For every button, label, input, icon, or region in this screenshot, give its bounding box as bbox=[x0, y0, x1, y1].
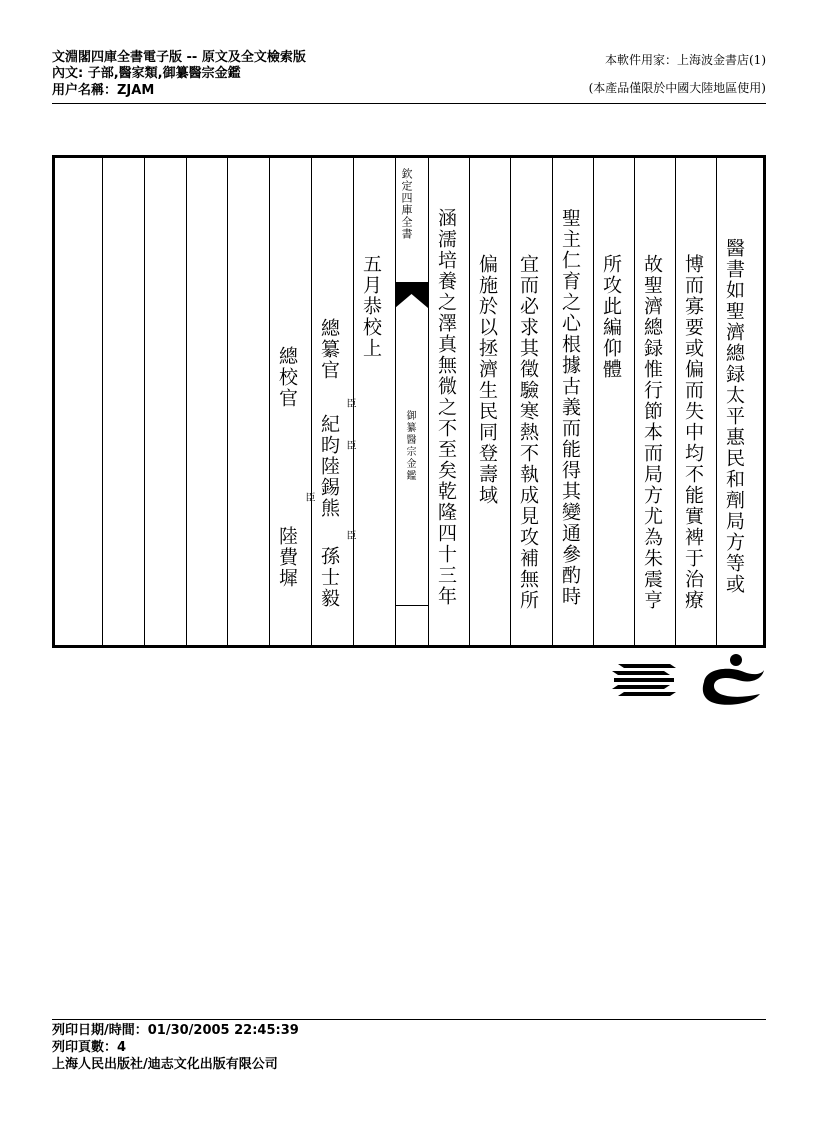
chief-compiler-title: 總纂官 bbox=[318, 318, 340, 381]
header-user: 用户名稱：ZJAM bbox=[52, 83, 155, 98]
header-region-note: (本產品僅限於中國大陸地區使用) bbox=[588, 81, 766, 95]
text-column-9: 五月恭校上 bbox=[360, 254, 382, 359]
footer-print-time: 列印日期/時間：01/30/2005 22:45:39 bbox=[52, 1023, 299, 1038]
publisher-logo-s bbox=[610, 660, 678, 700]
footer-publisher: 上海人民出版社/迪志文化出版有限公司 bbox=[52, 1057, 278, 1072]
official-name: 陸費墀 bbox=[276, 526, 298, 589]
footer-rule bbox=[52, 1019, 766, 1020]
column-divider bbox=[269, 158, 270, 645]
column-divider bbox=[102, 158, 103, 645]
column-divider bbox=[593, 158, 594, 645]
official-name: 孫士毅 bbox=[318, 546, 340, 609]
center-rule bbox=[395, 605, 428, 606]
rank-mark: 臣 bbox=[344, 398, 355, 410]
fishtail-mark bbox=[395, 282, 428, 308]
text-column-8: 涵濡培養之澤真無微之不至矣乾隆四十三年 bbox=[435, 208, 457, 607]
text-column-3: 故聖濟總録惟行節本而局方尤為朱震亨 bbox=[641, 254, 663, 611]
chief-proofreader-title: 總校官 bbox=[276, 346, 298, 409]
rank-mark: 臣 bbox=[303, 492, 314, 504]
rank-mark: 臣 bbox=[344, 440, 355, 452]
book-title-label: 御纂醫宗金鑑 bbox=[404, 410, 415, 482]
rank-mark: 臣 bbox=[344, 530, 355, 542]
text-column-6: 宜而必求其徵驗寒熱不執成見攻補無所 bbox=[517, 254, 539, 611]
official-name: 紀昀 bbox=[318, 414, 340, 456]
column-divider bbox=[428, 158, 429, 645]
official-name: 陸錫熊 bbox=[318, 456, 340, 519]
column-divider bbox=[227, 158, 228, 645]
column-divider bbox=[469, 158, 470, 645]
text-column-1: 醫書如聖濟總録太平惠民和劑局方等或 bbox=[723, 238, 745, 595]
text-column-4: 所攻此編仰體 bbox=[600, 254, 622, 380]
book-series-label: 欽定四庫全書 bbox=[400, 168, 413, 240]
column-divider bbox=[311, 158, 312, 645]
header-content: 內文: 子部,醫家類,御纂醫宗金鑑 bbox=[52, 66, 241, 81]
header-rule bbox=[52, 103, 766, 104]
header-licensee: 本軟件用家：上海波金書店(1) bbox=[605, 53, 766, 67]
column-divider bbox=[552, 158, 553, 645]
text-frame bbox=[52, 155, 766, 648]
footer-print-pages: 列印頁數：4 bbox=[52, 1040, 127, 1055]
column-divider bbox=[186, 158, 187, 645]
column-divider bbox=[395, 158, 396, 645]
text-column-2: 博而寡要或偏而失中均不能實裨于治療 bbox=[682, 254, 704, 611]
text-column-7: 偏施於以拯濟生民同登壽域 bbox=[476, 254, 498, 506]
publisher-logo-swirl bbox=[700, 652, 766, 708]
column-divider bbox=[634, 158, 635, 645]
column-divider bbox=[716, 158, 717, 645]
text-column-5: 聖主仁育之心根據古義而能得其變通參酌時 bbox=[559, 208, 581, 607]
column-divider bbox=[675, 158, 676, 645]
column-divider bbox=[510, 158, 511, 645]
column-divider bbox=[144, 158, 145, 645]
header-title: 文淵閣四庫全書電子版 -- 原文及全文檢索版 bbox=[52, 50, 306, 65]
